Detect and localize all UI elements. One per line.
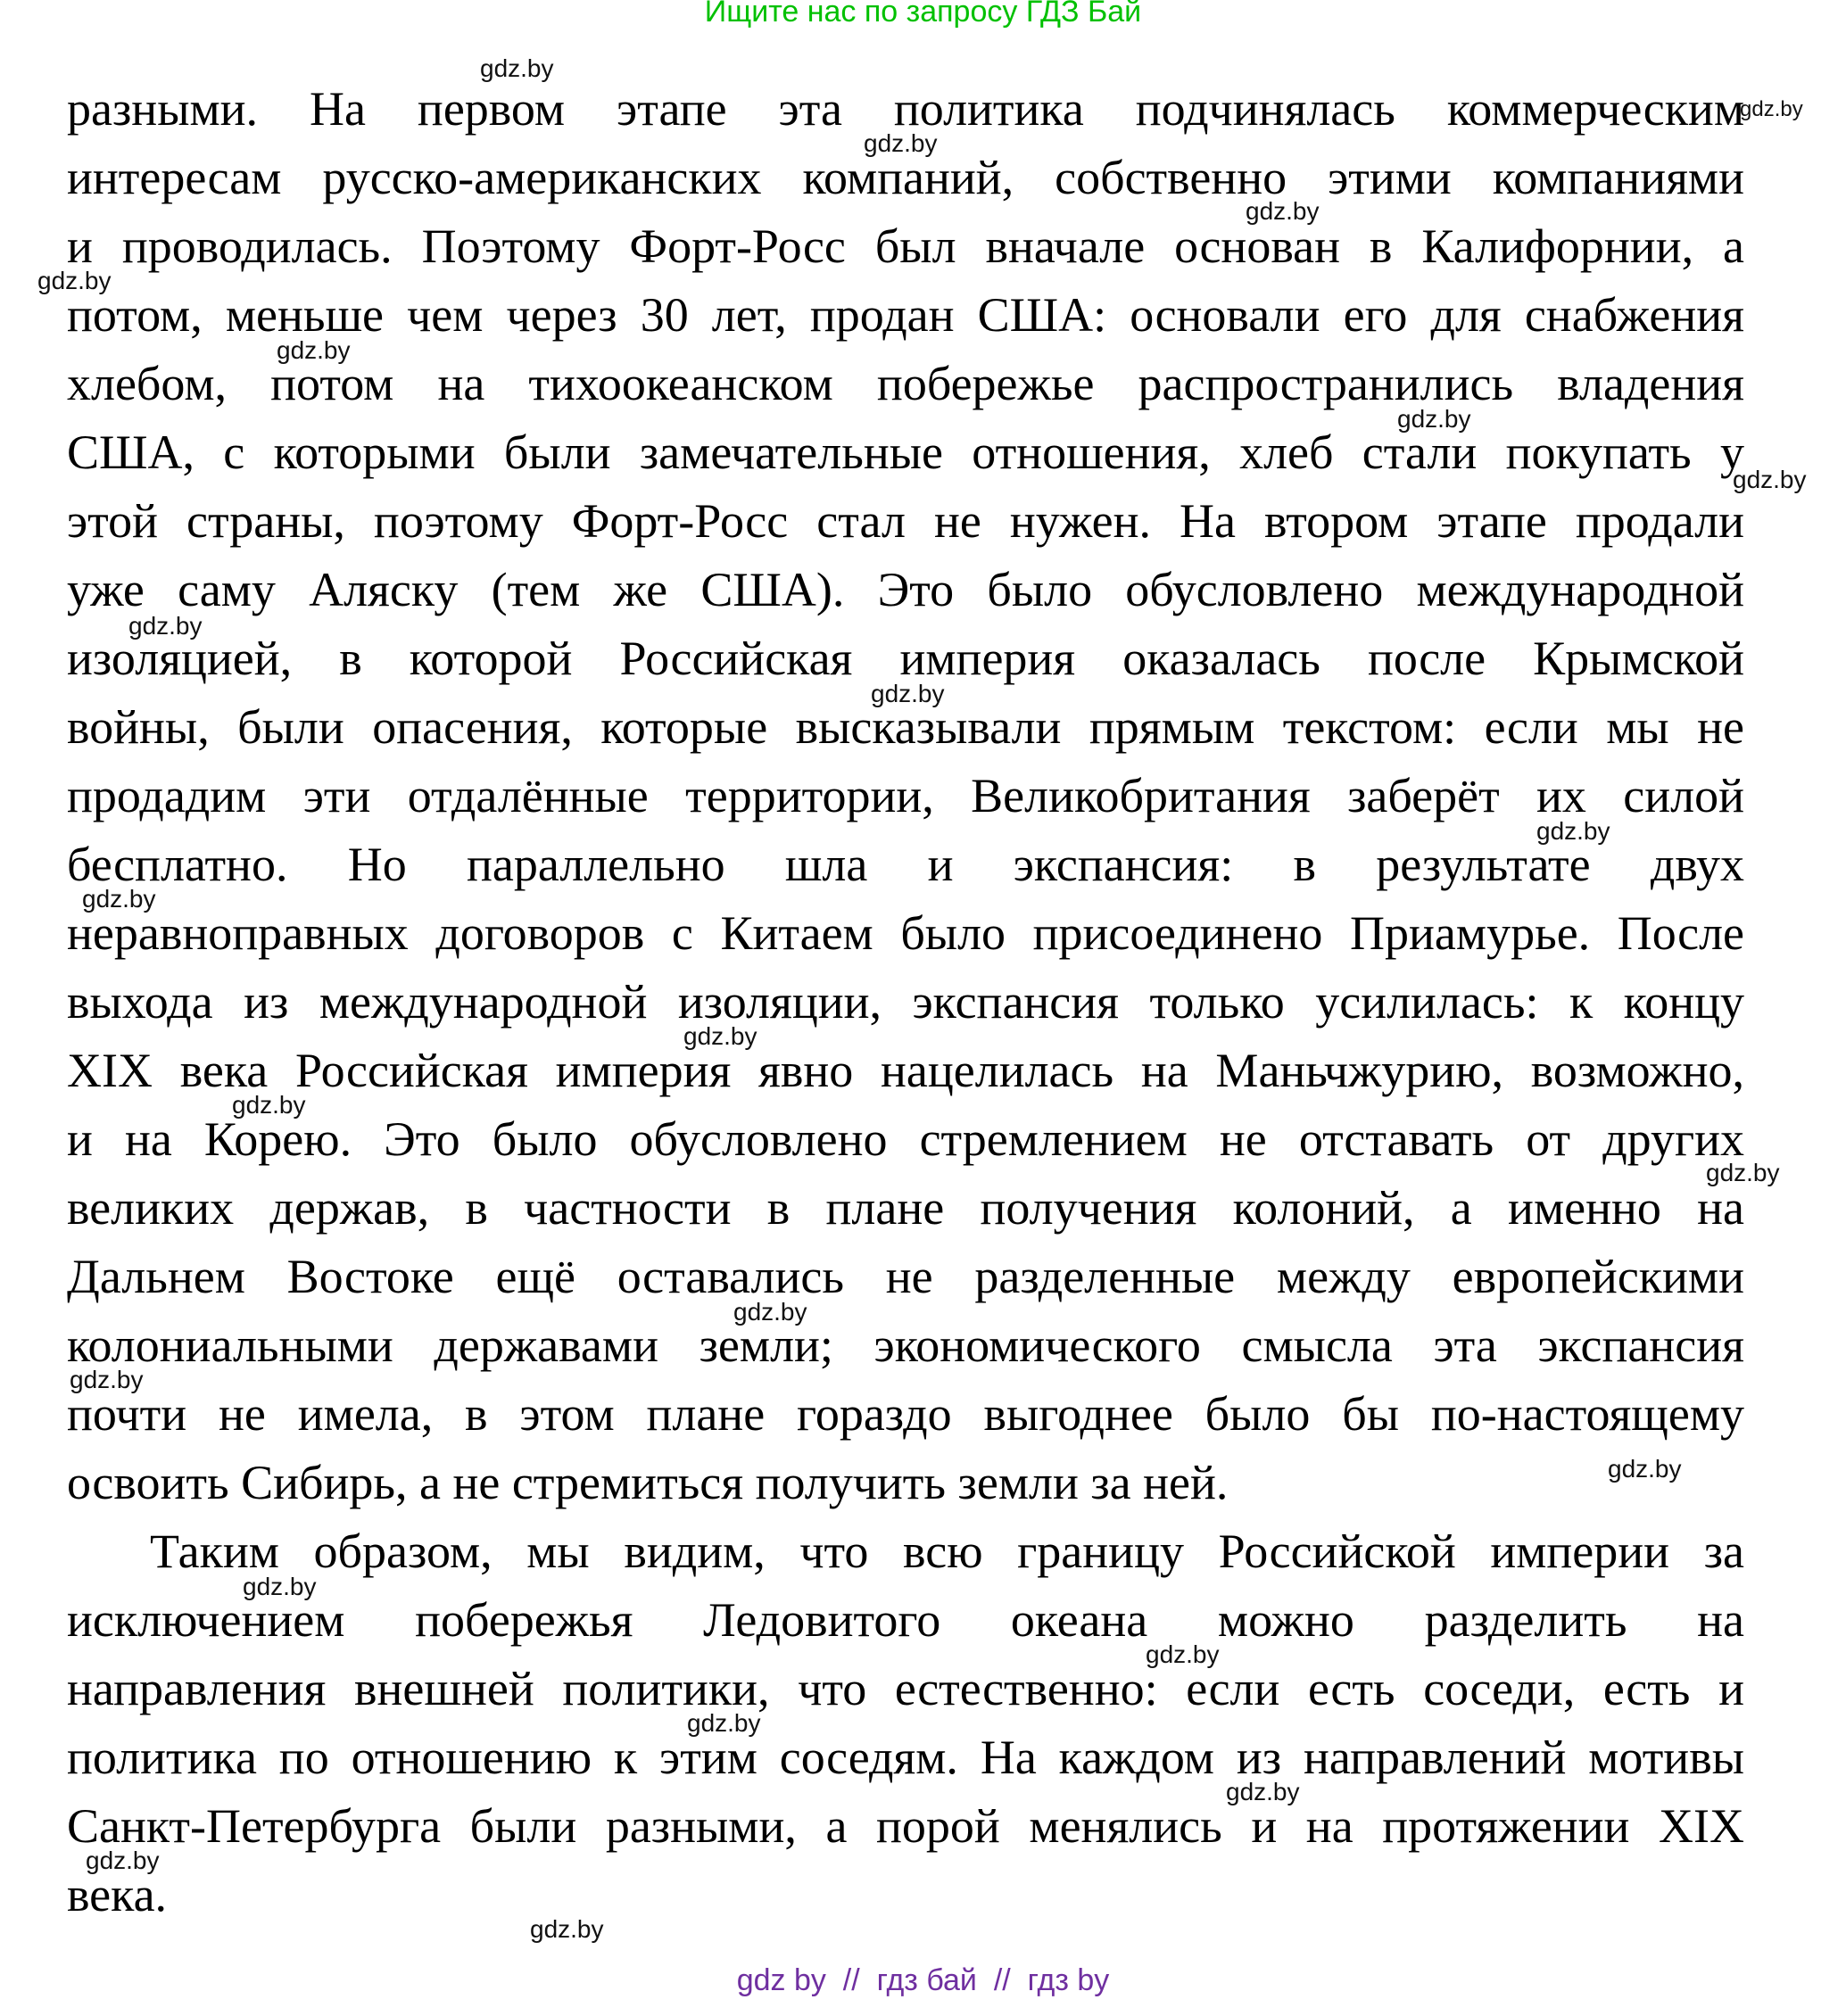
watermark: gdz.by (864, 129, 938, 157)
text-line: США, с которыми были замечательные отношения, хлеб стали покупать у (67, 426, 1744, 479)
text-line: разными. На первом этапе эта политика подчинялась коммерческим (67, 82, 1744, 136)
watermark: gdz.by (683, 1022, 757, 1050)
watermark: gdz.by (1733, 466, 1807, 493)
text-line: неравноправных договоров с Китаем было присоединено Приамурье. После (67, 906, 1744, 960)
watermark: gdz.by (37, 267, 112, 294)
text-line: изоляцией, в которой Российская империя оказалась после Крымской (67, 632, 1744, 685)
text-line: Таким образом, мы видим, что всю границу Российской империи за (150, 1524, 1744, 1578)
watermark: gdz.by (128, 612, 203, 640)
text-line: и проводилась. Поэтому Форт-Росс был вначале основан в Калифорнии, а (67, 219, 1744, 273)
watermark: gdz.by (480, 54, 554, 82)
watermark: gdz.by (243, 1573, 317, 1600)
text-line: Дальнем Востоке ещё оставались не разделенные между европейскими (67, 1250, 1744, 1303)
text-line: великих держав, в частности в плане получения колоний, а именно на (67, 1181, 1744, 1235)
text-line: направления внешней политики, что естественно: если есть соседи, есть и (67, 1662, 1744, 1715)
watermark: gdz.by (70, 1366, 144, 1393)
text-line: освоить Сибирь, а не стремиться получить земли за ней. (67, 1456, 1229, 1509)
watermark: gdz.by (871, 680, 945, 707)
watermark: gdz.by (1146, 1640, 1220, 1668)
watermark: gdz.by (82, 885, 156, 913)
text-line: политика по отношению к этим соседям. На каждом из направлений мотивы (67, 1731, 1744, 1784)
text-line: XIX века Российская империя явно нацелилась на Маньчжурию, возможно, (67, 1044, 1744, 1097)
text-line: бесплатно. Но параллельно шла и экспансия: в результате двух (67, 838, 1744, 891)
text-line: интересам русско-американских компаний, собственно этими компаниями (67, 151, 1744, 204)
text-line: и на Корею. Это было обусловлено стремлением не отставать от других (67, 1112, 1744, 1166)
text-line: потом, меньше чем через 30 лет, продан США: основали его для снабжения (67, 288, 1744, 342)
text-line: выхода из международной изоляции, экспансия только усилилась: к концу (67, 975, 1744, 1029)
bottom-banner: gdz by // гдз бай // гдз by (736, 1963, 1110, 1997)
watermark: gdz.by (277, 336, 351, 364)
text-line: Санкт-Петербурга были разными, а порой менялись и на протяжении XIX (67, 1799, 1744, 1853)
watermark: gdz.by (86, 1847, 160, 1874)
watermark: gdz.by (733, 1298, 807, 1326)
watermark: gdz.by (1740, 97, 1803, 121)
watermark: gdz.by (1246, 197, 1320, 225)
text-line: хлебом, потом на тихоокеанском побережье распространились владения (67, 357, 1744, 410)
text-line: уже саму Аляску (тем же США). Это было обусловлено международной (67, 563, 1744, 616)
watermark: gdz.by (1397, 405, 1471, 433)
text-line: колониальными державами земли; экономического смысла эта экспансия (67, 1318, 1744, 1372)
watermark: gdz.by (687, 1709, 761, 1737)
watermark: gdz.by (1706, 1159, 1780, 1186)
watermark: gdz.by (1608, 1455, 1682, 1483)
text-line: века. (67, 1868, 168, 1921)
top-banner: Ищите нас по запросу ГДЗ Бай (704, 0, 1142, 29)
watermark: gdz.by (530, 1915, 604, 1943)
text-line: войны, были опасения, которые высказывали прямым текстом: если мы не (67, 700, 1744, 754)
text-line: этой страны, поэтому Форт-Росс стал не нужен. На втором этапе продали (67, 494, 1744, 548)
watermark: gdz.by (1536, 817, 1610, 845)
watermark: gdz.by (232, 1091, 306, 1119)
text-line: почти не имела, в этом плане гораздо выгоднее было бы по-настоящему (67, 1387, 1744, 1441)
text-line: продадим эти отдалённые территории, Великобритания заберёт их силой (67, 769, 1744, 822)
watermark: gdz.by (1226, 1778, 1300, 1805)
text-line: исключением побережья Ледовитого океана можно разделить на (67, 1593, 1744, 1647)
